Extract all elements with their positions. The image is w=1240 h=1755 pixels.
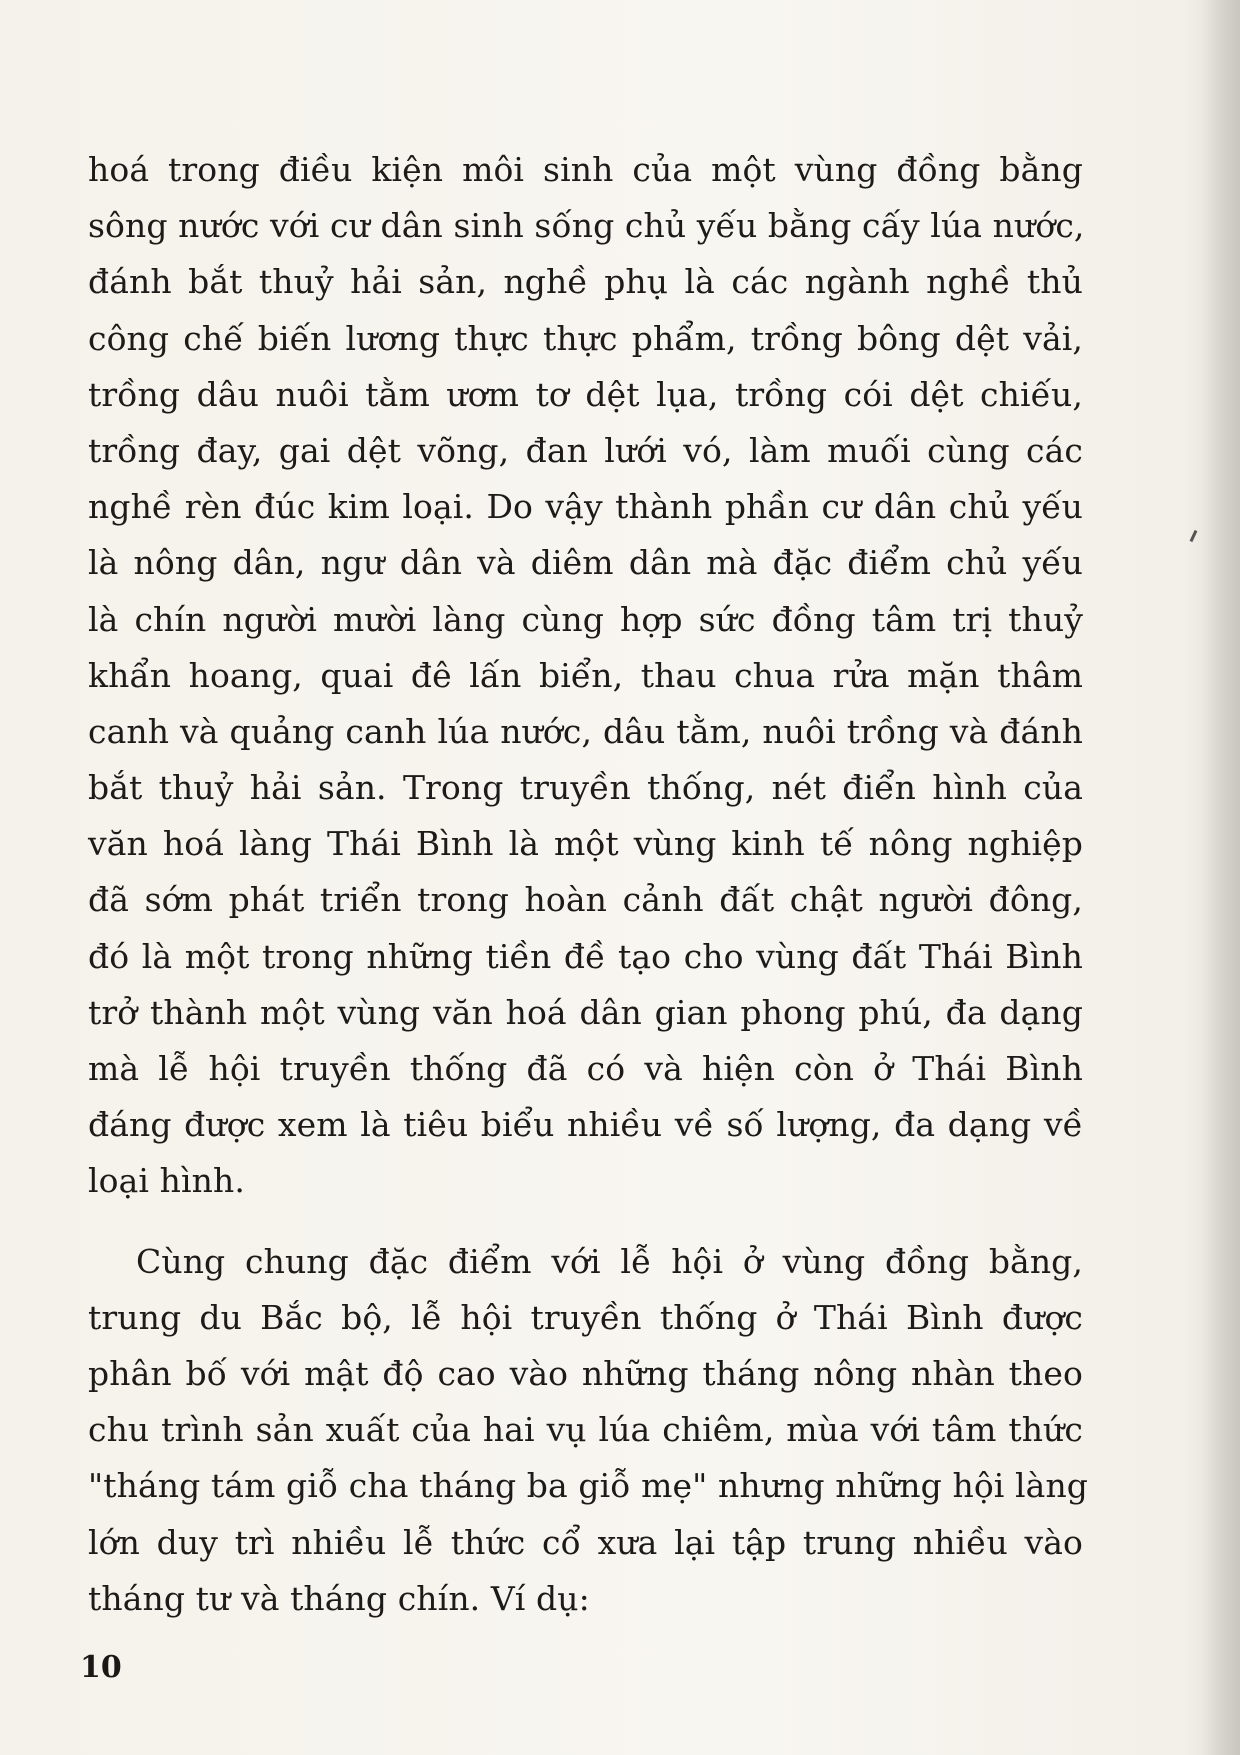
paragraph-1 <box>88 142 1083 1210</box>
text-line: chu trình sản xuất của hai vụ lúa chiêm, mùa với tâm thức <box>88 1410 1083 1450</box>
text-line: là chín người mười làng cùng hợp sức đồng tâm trị thuỷ <box>88 599 1083 639</box>
text-line: là nông dân, ngư dân và diêm dân mà đặc điểm chủ yếu <box>88 543 1083 583</box>
text-line: đánh bắt thuỷ hải sản, nghề phụ là các ngành nghề thủ <box>88 262 1083 302</box>
text-line: trung du Bắc bộ, lễ hội truyền thống ở Thái Bình được <box>88 1297 1083 1337</box>
text-line: trồng dâu nuôi tằm ươm tơ dệt lụa, trồng cói dệt chiếu, <box>88 374 1083 414</box>
text-line: khẩn hoang, quai đê lấn biển, thau chua rửa mặn thâm <box>88 655 1083 695</box>
paragraph-2 <box>88 1234 1089 1627</box>
body-text <box>88 142 1089 1627</box>
text-line: đáng được xem là tiêu biểu nhiều về số lượng, đa dạng về <box>88 1105 1083 1145</box>
text-line: lớn duy trì nhiều lễ thức cổ xưa lại tập trung nhiều vào <box>88 1522 1083 1562</box>
text-line: bắt thuỷ hải sản. Trong truyền thống, nét điển hình của <box>88 768 1083 808</box>
page-number: 10 <box>80 1650 122 1685</box>
text-line: Cùng chung đặc điểm với lễ hội ở vùng đồng bằng, <box>136 1241 1083 1281</box>
paragraph-gap <box>88 1210 1083 1234</box>
text-line: mà lễ hội truyền thống đã có và hiện còn ở Thái Bình <box>88 1049 1083 1088</box>
text-line: nghề rèn đúc kim loại. Do vậy thành phần cư dân chủ yếu <box>88 487 1083 527</box>
text-line: "tháng tám giỗ cha tháng ba giỗ mẹ" nhưng những hội làng <box>88 1466 1089 1506</box>
text-line: loại hình. <box>88 1161 245 1201</box>
text-line: trồng đay, gai dệt võng, đan lưới vó, làm muối cùng các <box>88 430 1083 470</box>
text-line: văn hoá làng Thái Bình là một vùng kinh tế nông nghiệp <box>88 824 1083 864</box>
text-line: sông nước với cư dân sinh sống chủ yếu bằng cấy lúa nước, <box>88 206 1085 246</box>
text-line: công chế biến lương thực thực phẩm, trồng bông dệt vải, <box>88 318 1083 358</box>
text-line: trở thành một vùng văn hoá dân gian phong phú, đa dạng <box>88 992 1083 1032</box>
page-edge-shadow <box>1182 0 1240 1755</box>
text-line: hoá trong điều kiện môi sinh của một vùng đồng bằng <box>88 150 1083 189</box>
text-line: đã sớm phát triển trong hoàn cảnh đất chật người đông, <box>88 880 1083 920</box>
text-line: đó là một trong những tiền đề tạo cho vùng đất Thái Bình <box>88 936 1083 976</box>
text-line: tháng tư và tháng chín. Ví dụ: <box>88 1578 590 1618</box>
text-line: phân bố với mật độ cao vào những tháng nông nhàn theo <box>88 1353 1083 1393</box>
text-line: canh và quảng canh lúa nước, dâu tằm, nuôi trồng và đánh <box>88 711 1083 751</box>
